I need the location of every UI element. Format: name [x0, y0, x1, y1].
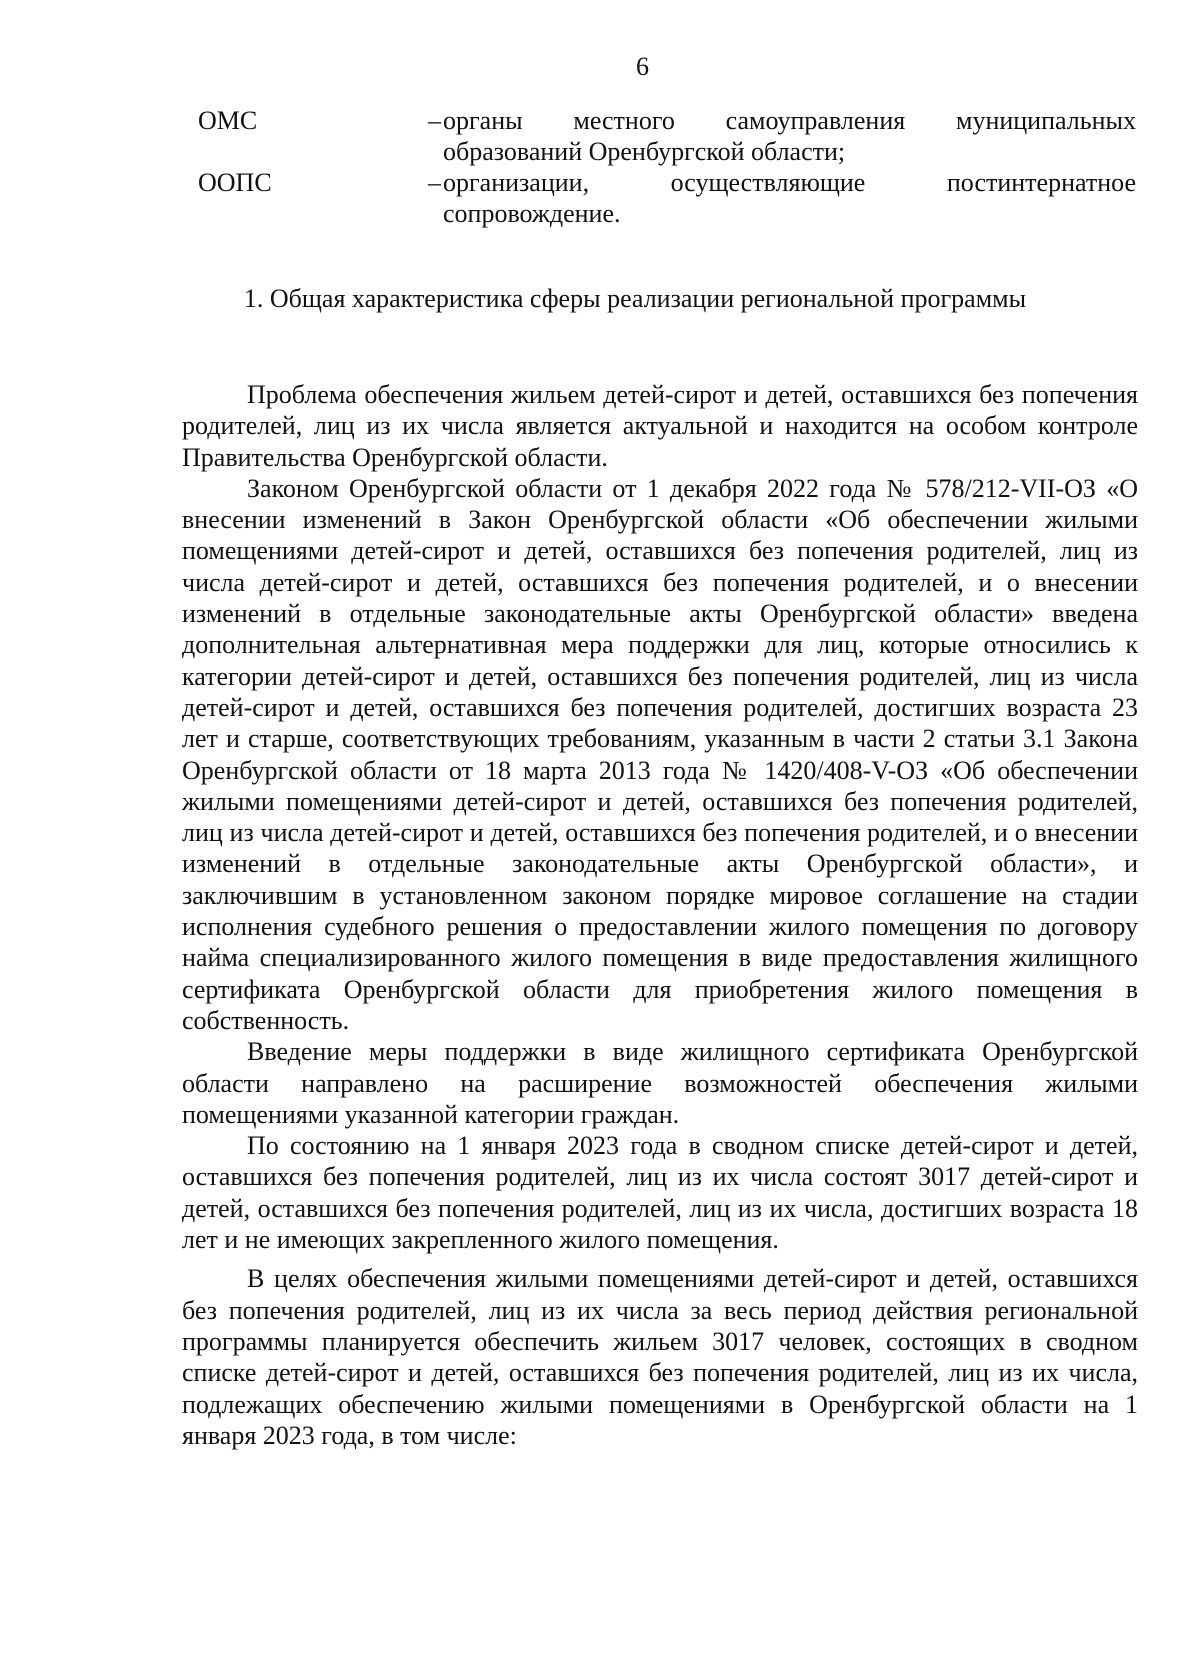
paragraph: В целях обеспечения жилыми помещениями детей-сирот и детей, оставшихся без попечения родителей, лиц из их числа за весь период действия региональной программы планируется обеспечить жильем 3017 человек, состоящих в сводном списке детей-сирот и детей, оставшихся без попечения родителей, лиц из их числа, подлежащих обеспечению жилыми помещениями в Оренбургской области на 1 января 2023 года, в том числе:	[182, 1264, 1138, 1450]
abbreviation-term: ОМС	[198, 106, 258, 135]
body-text	[182, 379, 1138, 1451]
section-heading: 1. Общая характеристика сферы реализации региональной программы	[243, 284, 1027, 313]
abbreviation-dash: –	[428, 168, 441, 197]
abbreviation-definition: органы местного самоуправления муниципальных образований Оренбургской области;	[443, 106, 1136, 166]
paragraph: Введение меры поддержки в виде жилищного сертификата Оренбургской области направлено на расширение возможностей обеспечения жилыми помещениями указанной категории граждан.	[182, 1037, 1138, 1129]
paragraph: Законом Оренбургской области от 1 декабря 2022 года № 578/212-VII-ОЗ «О внесении изменений в Закон Оренбургской области «Об обеспечении жилыми помещениями детей-сирот и детей, оставшихся без попечения родителей, лиц из числа детей-сирот и детей, оставшихся без попечения родителей, и о внесении изменений в отдельные законодательные акты Оренбургской области» введена дополнительная альтернативная мера поддержки для лиц, которые относились к категории детей-сирот и детей, оставшихся без попечения родителей, лиц из числа детей-сирот и детей, оставшихся без попечения родителей, достигших возраста 23 лет и старше, соответствующих требованиям, указанным в части 2 статьи 3.1 Закона Оренбургской области от 18 марта 2013 года № 1420/408-V-ОЗ «Об обеспечении жилыми помещениями детей-сирот и детей, оставшихся без попечения родителей, лиц из числа детей-сирот и детей, оставшихся без попечения родителей, и о внесении изменений в отдельные законодательные акты Оренбургской области», и заключившим в установленном законом порядке мировое соглашение на стадии исполнения судебного решения о предоставлении жилого помещения по договору найма специализированного жилого помещения в виде предоставления жилищного сертификата Оренбургской области для приобретения жилого помещения в собственность.	[182, 473, 1138, 1035]
abbreviation-dash: –	[428, 106, 441, 135]
paragraph: По состоянию на 1 января 2023 года в сводном списке детей-сирот и детей, оставшихся без попечения родителей, лиц из их числа состоят 3017 детей-сирот и детей, оставшихся без попечения родителей, лиц из их числа, достигших возраста 18 лет и не имеющих закрепленного жилого помещения.	[182, 1131, 1138, 1255]
paragraph: Проблема обеспечения жильем детей-сирот и детей, оставшихся без попечения родителей, лиц из их числа является актуальной и находится на особом контроле Правительства Оренбургской области.	[182, 380, 1138, 472]
abbreviation-definition: организации, осуществляющие постинтернатное сопровождение.	[443, 168, 1136, 228]
page-number: 6	[636, 52, 649, 81]
abbreviation-term: ООПС	[198, 168, 272, 197]
